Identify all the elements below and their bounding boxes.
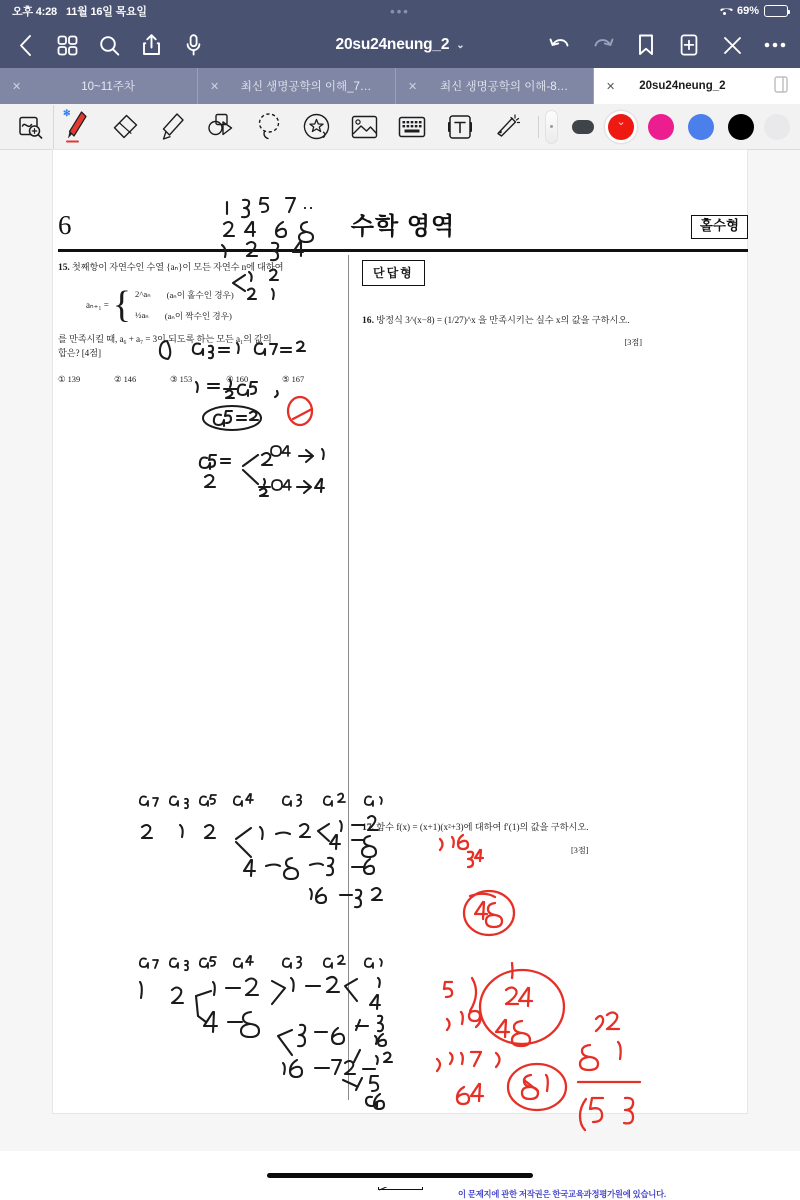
sticker-tool[interactable] — [293, 105, 341, 149]
question-15-condition: 를 만족시킬 때, a₆ + a₇ = 3이 되도록 하는 모든 a₁의 값의 — [58, 333, 272, 344]
header-rule — [58, 249, 748, 252]
short-answer-section-label: 단답형 — [362, 260, 425, 286]
status-time: 오후 4:28 — [12, 6, 57, 18]
document-title[interactable] — [336, 36, 465, 54]
home-indicator[interactable] — [267, 1173, 533, 1178]
color-swatch-red[interactable] — [608, 114, 634, 140]
tab-list-icon[interactable] — [774, 76, 788, 96]
battery-percent: 69% — [736, 5, 759, 17]
back-button[interactable] — [14, 34, 36, 56]
wifi-icon — [718, 6, 732, 17]
more-icon[interactable] — [764, 34, 786, 56]
question-16-number: 16. — [362, 315, 374, 326]
status-center-dots: ••• — [390, 3, 410, 19]
tab-label: 10~11주차 — [81, 81, 135, 93]
lasso-zoom-tool[interactable] — [10, 105, 54, 149]
bluetooth-icon: ✻ — [62, 107, 71, 118]
tab-bar — [0, 68, 800, 104]
recurrence-cases — [135, 289, 234, 322]
microphone-icon[interactable] — [182, 34, 204, 56]
highlighter-tool[interactable] — [150, 105, 198, 149]
copyright-notice: 이 문제지에 관한 저작권은 한국교육과정평가원에 있습니다. — [458, 1189, 667, 1199]
question-17-number: 17. — [362, 822, 374, 833]
status-bar-left — [12, 3, 147, 19]
case-1-condition: (aₙ이 홀수인 경우) — [166, 289, 234, 300]
question-17-points: [3점] — [571, 846, 589, 856]
status-date: 11월 16일 목요일 — [65, 6, 147, 18]
lasso-select-tool[interactable] — [245, 105, 293, 149]
exam-page-number: 6 — [58, 210, 72, 240]
tab-1[interactable] — [198, 68, 396, 104]
color-swatch-black[interactable] — [728, 114, 754, 140]
question-16-text: 방정식 3^(x−8) = (1/27)^x 을 만족시키는 실수 x의 값을 구하시오. — [376, 315, 630, 325]
status-bar-right — [718, 5, 788, 17]
color-swatch-blue[interactable] — [688, 114, 714, 140]
share-icon[interactable] — [140, 34, 162, 56]
choice-2[interactable]: ② 146 — [114, 375, 137, 385]
chevron-down-icon: ⌄ — [456, 39, 465, 51]
brace-icon: { — [112, 284, 132, 327]
redo-button[interactable] — [592, 34, 614, 56]
question-16 — [362, 313, 642, 328]
tab-close-icon[interactable]: ✕ — [210, 80, 220, 93]
question-15-text: 첫째항이 자연수인 수열 {aₙ}이 모든 자연수 n에 대하여 — [71, 262, 284, 272]
tab-label: 20su24neung_2 — [639, 80, 726, 92]
text-box-tool[interactable] — [436, 105, 484, 149]
home-bar-area — [0, 1151, 800, 1187]
tab-close-icon[interactable]: ✕ — [606, 80, 616, 93]
close-icon[interactable] — [721, 34, 743, 56]
nav-right-group — [549, 34, 786, 56]
toolbar-divider — [538, 116, 539, 138]
battery-icon — [764, 5, 788, 17]
recurrence-lhs: aₙ₊₁ = — [86, 299, 109, 310]
question-15-choices — [58, 374, 338, 384]
question-17-text: 함수 f(x) = (x+1)(x²+3)에 대하여 f′(1)의 값을 구하시오. — [376, 822, 589, 832]
tab-close-icon[interactable]: ✕ — [408, 80, 418, 93]
keyboard-tool[interactable] — [388, 105, 436, 149]
column-divider — [348, 255, 349, 1100]
exam-header — [58, 212, 748, 239]
bookmark-icon[interactable] — [635, 34, 657, 56]
question-15-stem — [58, 260, 338, 276]
pen-tool[interactable] — [54, 105, 102, 149]
right-column — [362, 260, 642, 856]
search-icon[interactable] — [98, 34, 120, 56]
navigation-bar — [0, 22, 800, 68]
choice-4[interactable]: ④ 160 — [226, 375, 249, 385]
status-bar — [0, 0, 800, 22]
choice-5[interactable]: ⑤ 167 — [282, 375, 305, 385]
recurrence-case-2 — [135, 310, 234, 322]
tab-label: 최신 생명공학의 이해-8… — [440, 81, 569, 93]
case-2-condition: (aₙ이 짝수인 경우) — [164, 310, 232, 321]
tab-2[interactable] — [396, 68, 594, 104]
eraser-tool[interactable] — [102, 105, 150, 149]
recurrence-case-1 — [135, 289, 234, 301]
tab-3-active[interactable] — [594, 68, 800, 104]
document-workspace[interactable] — [0, 150, 800, 1199]
undo-button[interactable] — [549, 34, 571, 56]
tab-label: 최신 생명공학의 이해_7… — [240, 81, 372, 93]
exam-title: 수학 영역 — [350, 213, 456, 240]
shape-tool[interactable] — [197, 105, 245, 149]
choice-3[interactable]: ③ 153 — [170, 375, 193, 385]
image-tool[interactable] — [341, 105, 389, 149]
choice-1[interactable]: ① 139 — [58, 375, 81, 385]
pen-width-slider[interactable] — [545, 110, 558, 144]
tab-0[interactable] — [0, 68, 198, 104]
color-swatch-gray[interactable] — [572, 120, 594, 134]
case-2-value: ½aₙ — [135, 310, 149, 321]
magic-wand-tool[interactable] — [484, 105, 532, 149]
question-17 — [362, 820, 589, 857]
left-column — [58, 260, 338, 384]
grid-icon[interactable] — [56, 34, 78, 56]
color-swatches — [566, 114, 790, 140]
color-swatch-more[interactable] — [764, 114, 790, 140]
tab-close-icon[interactable]: ✕ — [12, 80, 22, 93]
case-1-value: 2^aₙ — [135, 289, 151, 300]
question-16-points: [3점] — [624, 338, 642, 348]
color-swatch-magenta[interactable] — [648, 114, 674, 140]
document-title-text: 20su24neung_2 — [335, 36, 450, 53]
drawing-toolbar — [0, 104, 800, 150]
add-page-icon[interactable] — [678, 34, 700, 56]
question-15-ask: 합은? [4점] — [58, 348, 101, 359]
exam-form-type: 홀수형 — [691, 215, 748, 239]
question-15-recurrence — [86, 284, 338, 327]
nav-left-group — [14, 34, 204, 56]
question-15-number: 15. — [58, 262, 70, 273]
